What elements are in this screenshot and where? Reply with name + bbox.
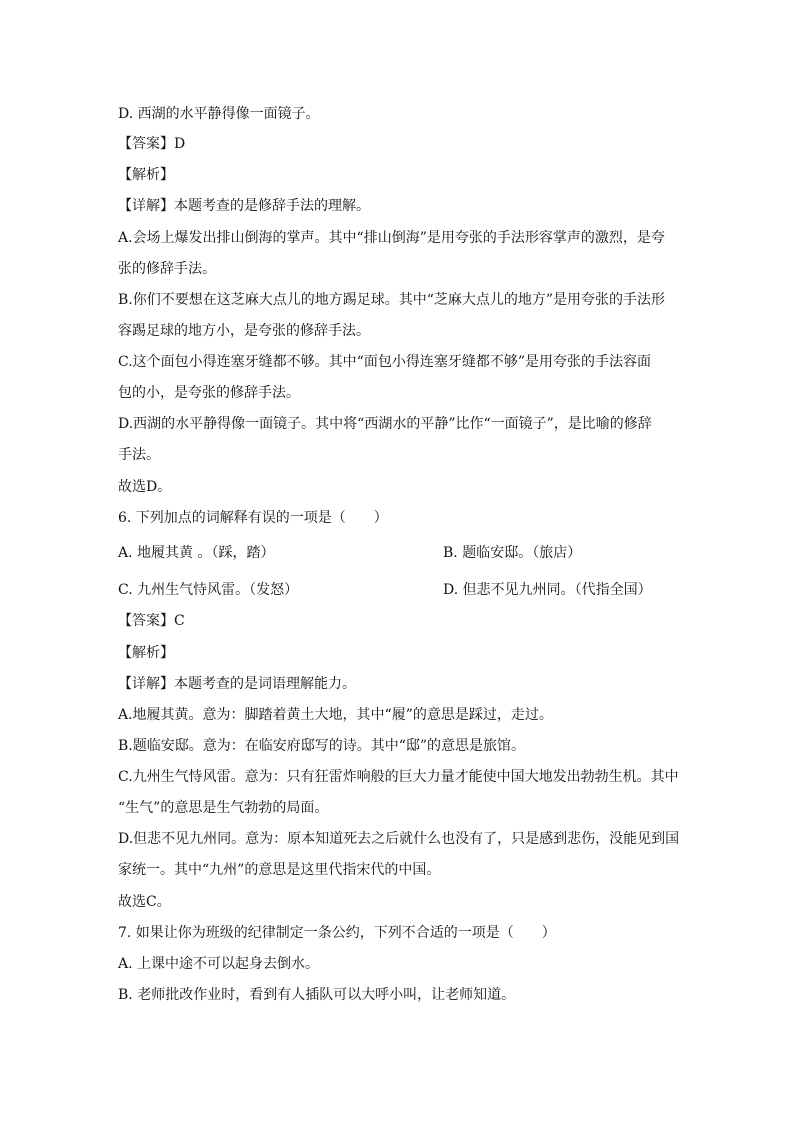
analysis-label: 【解析】 (118, 167, 174, 183)
answer-label: 【答案】C (118, 613, 185, 629)
text-line: D. 西湖的水平静得像一面镜子。 (118, 106, 320, 122)
text-line: D.西湖的水平静得像一面镜子。其中将“西湖水的平静”比作“一面镜子”，是比喻的修辞 (118, 416, 652, 432)
text-line: C.九州生气恃风雷。意为：只有狂雷炸响般的巨大力量才能使中国大地发出勃勃生机。其中 (118, 769, 679, 785)
text-line: A.会场上爆发出排山倒海的掌声。其中“排山倒海”是用夸张的手法形容掌声的激烈，是夸 (118, 230, 665, 246)
question-6: 6. 下列加点的词解释有误的一项是（ ） (118, 510, 388, 526)
text-line: D.但悲不见九州同。意为：原本知道死去之后就什么也没有了，只是感到悲伤，没能见到国 (118, 831, 680, 847)
text-line: 容踢足球的地方小，是夸张的修辞手法。 (118, 323, 370, 339)
option-a: A. 地履其黄 。（踩，踏） (118, 545, 275, 561)
analysis-label: 【解析】 (118, 645, 174, 661)
option-c: C. 九州生气恃风雷。（发怒） (118, 582, 299, 598)
option-d: D. 但悲不见九州同。（代指全国） (443, 582, 652, 598)
answer-label: 【答案】D (118, 136, 186, 152)
text-line: A.地履其黄。意为：脚踏着黄土大地，其中“履”的意思是踩过，走过。 (118, 707, 553, 723)
text-line: 手法。 (118, 447, 160, 463)
text-line: “生气”的意思是生气勃勃的局面。 (118, 800, 329, 816)
text-line: 包的小，是夸张的修辞手法。 (118, 385, 300, 401)
text-line: 【详解】本题考查的是词语理解能力。 (118, 676, 356, 692)
option-a: A. 上课中途不可以起身去倒水。 (118, 956, 320, 972)
text-line: 故选C。 (118, 894, 171, 910)
text-line: B.题临安邸。意为：在临安府邸写的诗。其中“邸”的意思是旅馆。 (118, 738, 526, 754)
option-b: B. 老师批改作业时，看到有人插队可以大呼小叫，让老师知道。 (118, 987, 516, 1003)
text-line: 张的修辞手法。 (118, 261, 216, 277)
text-line: 故选D。 (118, 479, 172, 495)
text-line: B.你们不要想在这芝麻大点儿的地方踢足球。其中“芝麻大点儿的地方”是用夸张的手法形 (118, 292, 666, 308)
text-line: C.这个面包小得连塞牙缝都不够。其中“面包小得连塞牙缝都不够”是用夸张的手法容面 (118, 354, 651, 370)
question-7: 7. 如果让你为班级的纪律制定一条公约，下列不合适的一项是（ ） (118, 925, 556, 941)
text-line: 【详解】本题考查的是修辞手法的理解。 (118, 198, 370, 214)
option-b: B. 题临安邸。（旅店） (443, 545, 582, 561)
text-line: 家统一。其中“九州”的意思是这里代指宋代的中国。 (118, 862, 441, 878)
